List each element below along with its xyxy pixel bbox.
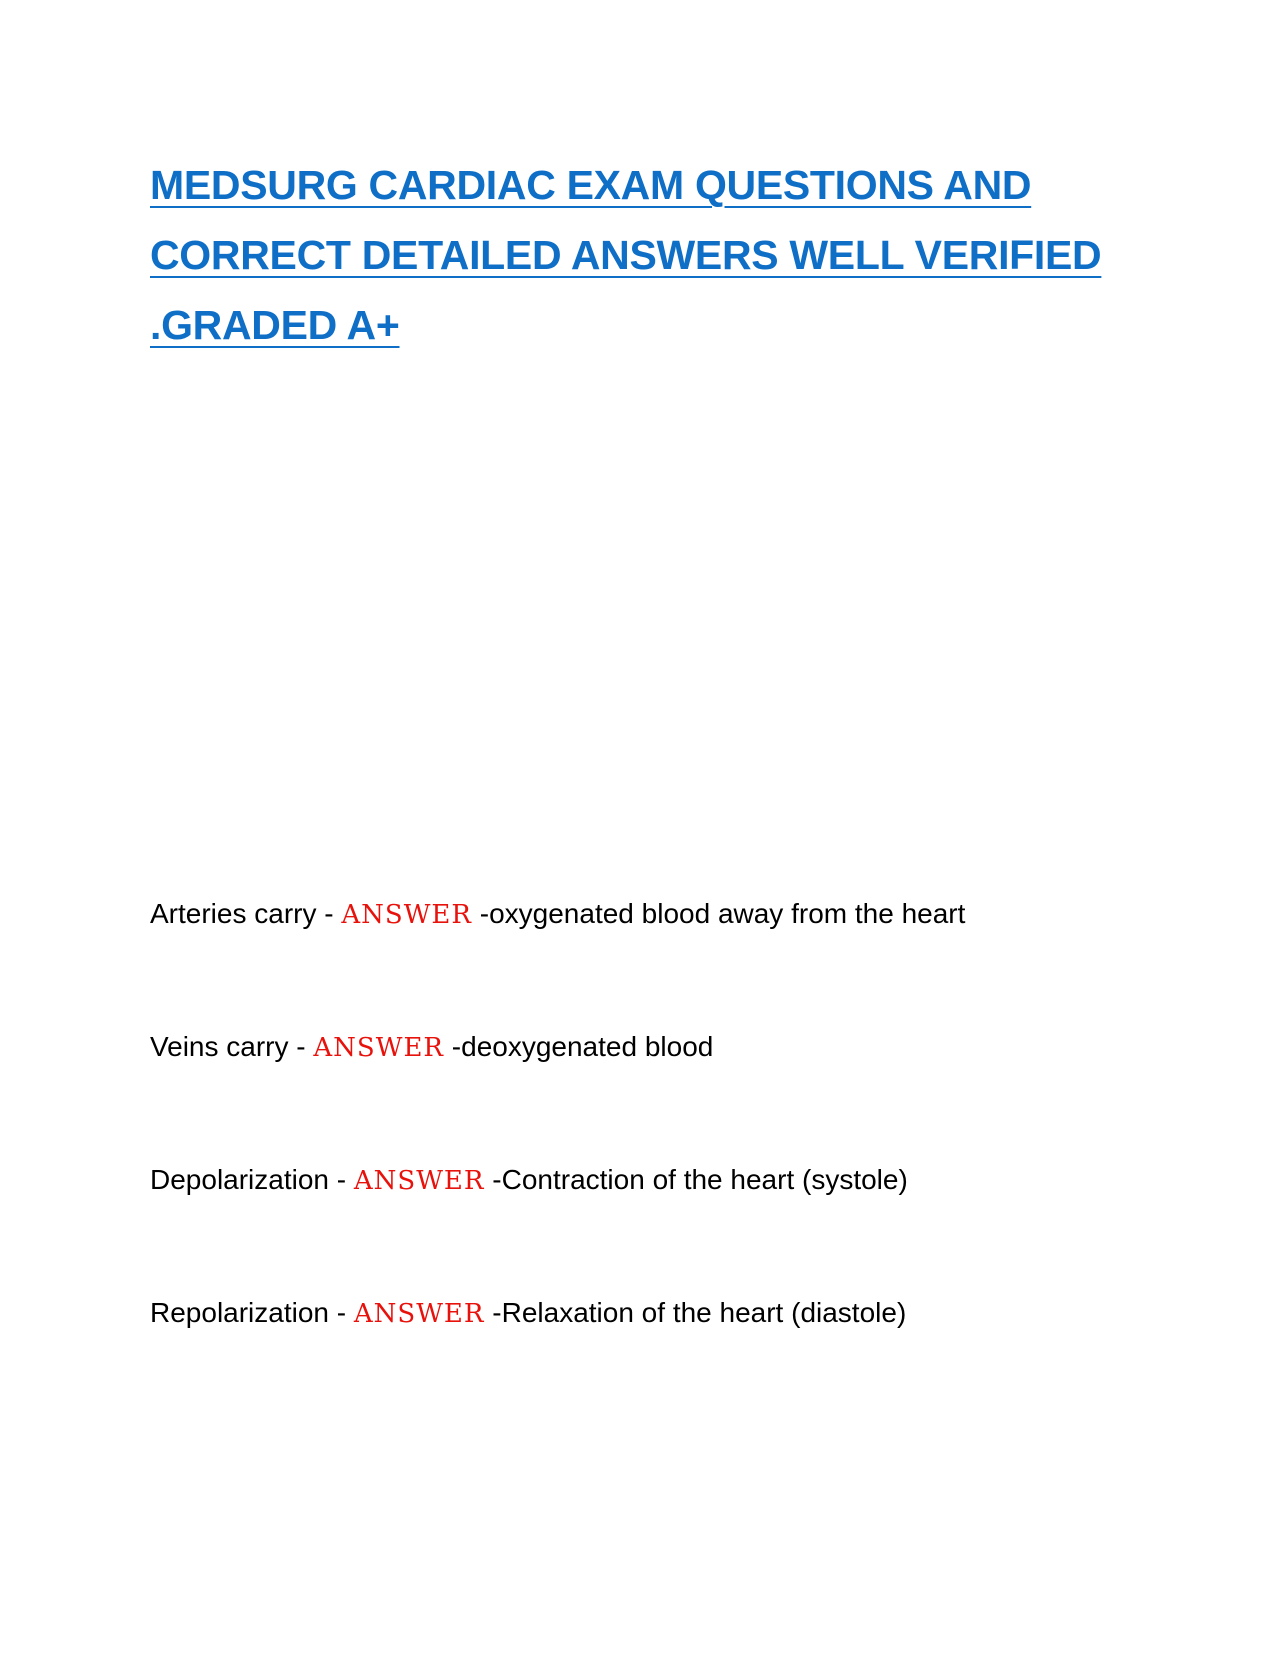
question-text: Arteries carry - — [150, 898, 342, 929]
qa-item-depolarization — [150, 1162, 908, 1199]
title-line-2: CORRECT DETAILED ANSWERS WELL VERIFIED — [150, 232, 1102, 278]
question-text: Repolarization - — [150, 1297, 354, 1328]
document-title — [150, 150, 1150, 360]
question-text: Depolarization - — [150, 1164, 354, 1195]
title-line-3: .GRADED A+ — [150, 302, 400, 348]
answer-tag: ANSWER — [353, 1166, 485, 1196]
question-text: Veins carry - — [150, 1031, 314, 1062]
qa-item-veins — [150, 1029, 713, 1066]
answer-text: -oxygenated blood away from the heart — [471, 898, 966, 929]
answer-tag: ANSWER — [313, 1033, 445, 1063]
qa-item-repolarization — [150, 1295, 906, 1332]
answer-text: -deoxygenated blood — [444, 1031, 714, 1062]
title-line-1: MEDSURG CARDIAC EXAM QUESTIONS AND — [150, 162, 1032, 208]
answer-tag: ANSWER — [353, 1299, 485, 1329]
answer-text: -Contraction of the heart (systole) — [484, 1164, 908, 1195]
answer-text: -Relaxation of the heart (diastole) — [484, 1297, 907, 1328]
qa-item-arteries — [150, 896, 965, 933]
answer-tag: ANSWER — [341, 900, 472, 930]
